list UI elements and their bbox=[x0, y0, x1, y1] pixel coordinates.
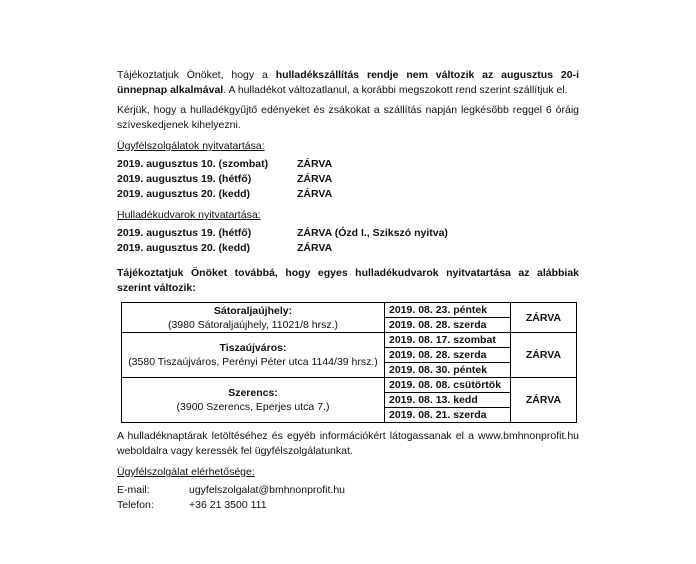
customer-service-heading: Ügyfélszolgálatok nyitvatartása: bbox=[117, 140, 265, 152]
row-status: ZÁRVA (Ózd I., Szikszó nyitva) bbox=[297, 227, 448, 239]
location-address: (3900 Szerencs, Eperjes utca 7.) bbox=[176, 401, 330, 413]
customer-service-row bbox=[117, 172, 579, 187]
phone-row bbox=[117, 498, 579, 513]
row-status: ZÁRVA bbox=[297, 188, 333, 200]
email-row bbox=[117, 483, 579, 498]
phone-label: Telefon: bbox=[117, 499, 154, 511]
intro-text-bold: hulladékszállítás rendje nem változik az augusztus 20-i ünnepnap alkalmával bbox=[117, 69, 580, 96]
notice-document bbox=[117, 68, 579, 513]
row-date: 2019. augusztus 19. (hétfő) bbox=[117, 227, 252, 239]
customer-service-row bbox=[117, 157, 579, 172]
closed-date: 2019. 08. 08. csütörtök bbox=[389, 379, 502, 391]
location-cell bbox=[122, 378, 385, 423]
waste-yards-hours bbox=[117, 226, 579, 256]
closed-date: 2019. 08. 28. szerda bbox=[385, 317, 510, 332]
dates-cell bbox=[385, 378, 511, 423]
opening-changes-table bbox=[121, 302, 577, 423]
closed-date: 2019. 08. 13. kedd bbox=[385, 392, 510, 407]
closed-date: 2019. 08. 21. szerda bbox=[385, 407, 510, 422]
intro-text-start: Tájékoztatjuk Önöket, hogy a bbox=[117, 69, 276, 81]
waste-yard-row bbox=[117, 226, 579, 241]
contact-heading: Ügyfélszolgálat elérhetősége: bbox=[117, 466, 255, 478]
phone-value: +36 21 3500 111 bbox=[189, 499, 267, 511]
location-name: Tiszaújváros: bbox=[219, 342, 287, 354]
row-status: ZÁRVA bbox=[297, 242, 333, 254]
location-address: (3980 Sátoraljaújhely, 11021/8 hrsz.) bbox=[167, 318, 339, 331]
row-date: 2019. augusztus 10. (szombat) bbox=[117, 158, 269, 170]
table-row-satoraljaujhely bbox=[122, 303, 577, 333]
waste-yards-heading: Hulladékudvarok nyitvatartása: bbox=[117, 209, 261, 221]
email-label: E-mail: bbox=[117, 484, 150, 496]
row-date: 2019. augusztus 20. (kedd) bbox=[117, 242, 251, 254]
location-name: Sátoraljaújhely: bbox=[213, 304, 293, 317]
placement-paragraph: Kérjük, hogy a hulladékgyűjtő edényeket és zsákokat a szállítás napján legkésőbb reggel 6 óráig szíveskedjenek kihelyezni. bbox=[117, 104, 579, 131]
info-paragraph: A hulladéknaptárak letöltéséhez és egyéb információkért látogassanak el a www.bmhnonprofit.hu weboldalra vagy keressék fel ügyfélszolgálatunkat. bbox=[117, 430, 579, 457]
intro-text-end: . A hulladékot változatlanul, a korábbi megszokott rend szerint szállítjuk el. bbox=[223, 84, 568, 96]
row-status: ZÁRVA bbox=[297, 173, 333, 185]
intro-paragraph bbox=[117, 68, 579, 98]
customer-service-hours bbox=[117, 157, 579, 202]
location-name: Szerencs: bbox=[228, 387, 278, 399]
change-notice: Tájékoztatjuk Önöket továbbá, hogy egyes hulladékudvarok nyitvatartása az alábbiak szerint változik: bbox=[117, 267, 579, 294]
status-cell: ZÁRVA bbox=[511, 303, 577, 333]
table-row-szerencs bbox=[122, 378, 577, 423]
row-date: 2019. augusztus 20. (kedd) bbox=[117, 188, 251, 200]
row-date: 2019. augusztus 19. (hétfő) bbox=[117, 173, 252, 185]
dates-cell bbox=[385, 333, 511, 378]
waste-yard-row bbox=[117, 241, 579, 256]
row-status: ZÁRVA bbox=[297, 158, 333, 170]
email-value: ugyfelszolgalat@bmhnonprofit.hu bbox=[189, 484, 346, 496]
dates-cell bbox=[385, 303, 511, 333]
location-address: (3580 Tiszaújváros, Perényi Péter utca 1144/39 hrsz.) bbox=[128, 356, 378, 368]
customer-service-row bbox=[117, 187, 579, 202]
contact-block bbox=[117, 483, 579, 513]
closed-date: 2019. 08. 23. péntek bbox=[389, 304, 488, 316]
table-row-tiszaujvaros bbox=[122, 333, 577, 378]
closed-date: 2019. 08. 28. szerda bbox=[385, 347, 510, 362]
closed-date: 2019. 08. 17. szombat bbox=[389, 334, 496, 346]
status-cell: ZÁRVA bbox=[511, 333, 577, 378]
closed-date: 2019. 08. 30. péntek bbox=[385, 362, 510, 377]
location-cell bbox=[122, 333, 385, 378]
status-cell: ZÁRVA bbox=[511, 378, 577, 423]
location-cell bbox=[122, 303, 385, 333]
